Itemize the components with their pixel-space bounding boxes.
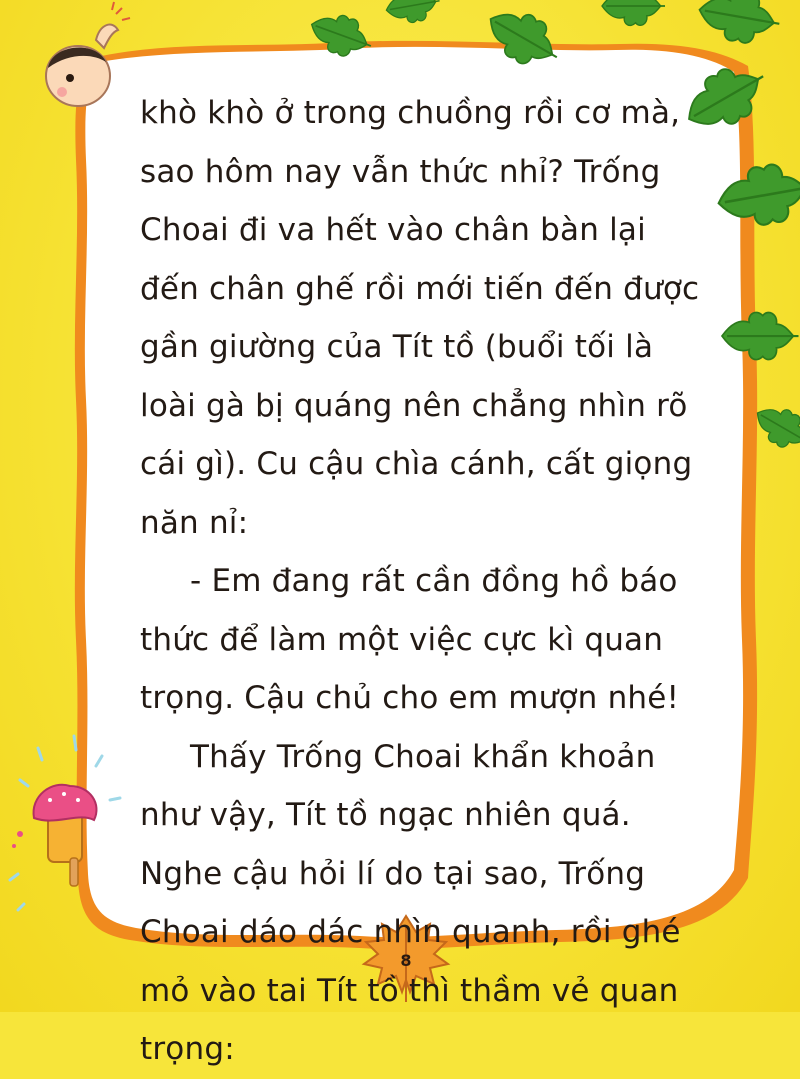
story-paragraph-2: - Em đang rất cần đồng hồ báo thức để làm một việc cực kì quan trọng. Cậu chủ cho em mượn nhé! <box>140 563 680 716</box>
story-text <box>140 84 700 1079</box>
story-paragraph-1: khò khò ở trong chuồng rồi cơ mà, sao hôm nay vẫn thức nhỉ? Trống Choai đi va hết vào chân bàn lại đến chân ghế rồi mới tiến đến được gần giường của Tít tồ (buổi tối là loài gà bị quáng nên chẳng nhìn rõ cái gì). Cu cậu chìa cánh, cất giọng năn nỉ: <box>140 95 700 541</box>
story-paragraph-3: Thấy Trống Choai khẩn khoản như vậy, Tít tồ ngạc nhiên quá. Nghe cậu hỏi lí do tại sao, Trống Choai dáo dác nhìn quanh, rồi ghé mỏ vào tai Tít tồ thì thầm vẻ quan trọng: <box>140 738 681 1067</box>
page-number: 8 <box>400 951 412 970</box>
leaf-icon <box>602 0 665 25</box>
leaf-icon <box>695 0 783 48</box>
leaf-icon <box>383 0 442 27</box>
